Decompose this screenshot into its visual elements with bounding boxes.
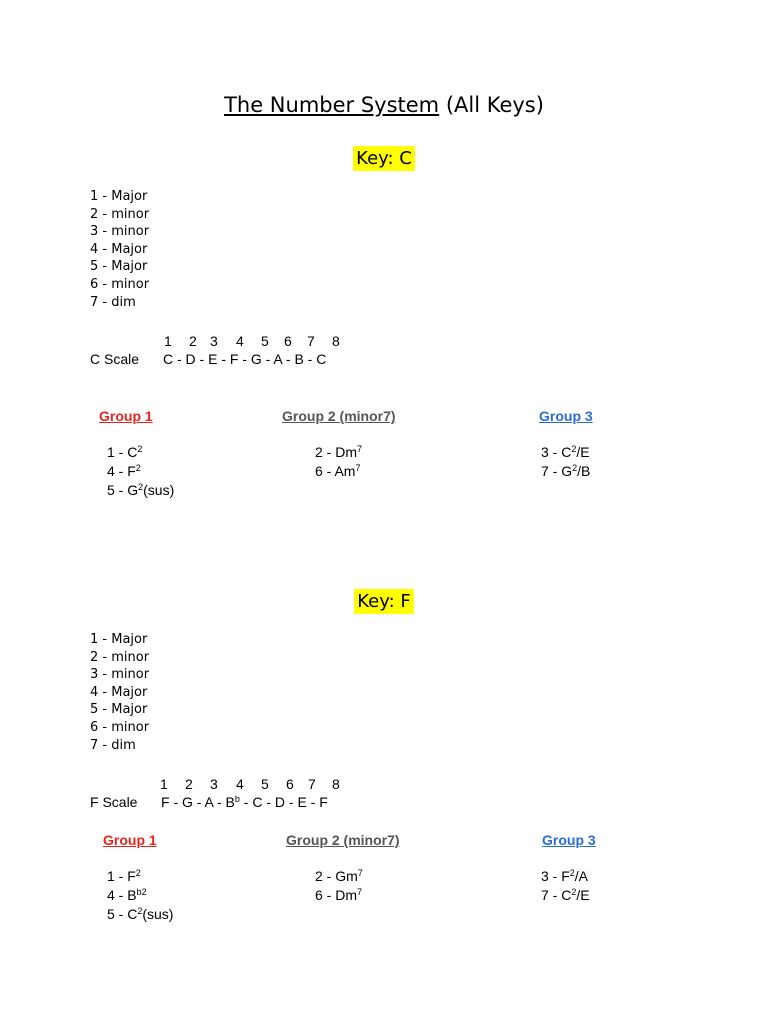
chord-entry: $4 - F^2$ — [107, 463, 141, 479]
degree-item: 2 - minor — [90, 649, 150, 665]
key-f-scale-label: F Scale — [90, 794, 138, 810]
key-c-scale-label: C Scale — [90, 351, 140, 367]
scale-number: 8 — [332, 333, 340, 349]
chord-entry: $5 - C^2(sus)$ — [107, 906, 174, 922]
degree-item: 3 - minor — [90, 667, 150, 683]
scale-number: 5 — [261, 333, 269, 349]
scale-number: 6 — [284, 333, 292, 349]
scale-number: 3 — [210, 776, 218, 792]
scale-number: 1 — [164, 333, 172, 349]
title-suffix: (All Keys) — [445, 93, 544, 117]
key-f-group1-heading: Group 1 — [103, 832, 157, 848]
title-main: The Number System — [224, 93, 440, 117]
key-c-header — [0, 148, 768, 169]
chord-entry: $3 - C^2/E$ — [541, 444, 590, 460]
chord-entry: 6 - Dm$^7$ — [315, 887, 363, 903]
scale-number: 7 — [308, 776, 316, 792]
degree-item: 6 - minor — [90, 276, 150, 292]
degree-item: 6 - minor — [90, 719, 150, 735]
degree-item: 2 - minor — [90, 206, 150, 222]
degree-item: 4 - Major — [90, 684, 148, 700]
degree-item: 5 - Major — [90, 259, 148, 275]
key-c-group1-heading: Group 1 — [99, 408, 153, 424]
key-c-label: Key: C — [353, 146, 415, 171]
key-f-label: Key: F — [354, 589, 413, 614]
chord-entry: $4 - B^{b2}$ — [107, 887, 147, 903]
key-f-scale-notes: F - G - A - $B^b$ - C - D - E - F — [161, 794, 328, 810]
key-c-degree-list — [90, 188, 149, 311]
scale-number: 3 — [210, 333, 218, 349]
chord-entry: $5 - G^2(sus)$ — [107, 482, 175, 498]
key-c-group3-heading: Group 3 — [539, 408, 593, 424]
scale-number: 4 — [236, 776, 244, 792]
chord-entry: $1 - F^2$ — [107, 868, 141, 884]
scale-number: 8 — [332, 776, 340, 792]
key-f-group2-heading: Group 2 (minor7) — [286, 832, 400, 848]
scale-number: 5 — [261, 776, 269, 792]
scale-number: 2 — [185, 776, 193, 792]
scale-number: 6 — [286, 776, 294, 792]
key-f-header — [0, 591, 768, 612]
page-title — [0, 93, 768, 117]
key-f-degree-list — [90, 631, 149, 754]
scale-number: 1 — [160, 776, 168, 792]
key-f-group3-heading: Group 3 — [542, 832, 596, 848]
chord-entry: $7 - C^2/E$ — [541, 887, 590, 903]
chord-entry: 2 - Gm$^7$ — [315, 868, 363, 884]
degree-item: 7 - dim — [90, 737, 136, 753]
degree-item: 7 - dim — [90, 294, 136, 310]
chord-entry: $3 - F^2/A$ — [541, 868, 589, 884]
scale-number: 4 — [236, 333, 244, 349]
key-c-group2-heading: Group 2 (minor7) — [282, 408, 396, 424]
degree-item: 1 - Major — [90, 632, 148, 647]
degree-item: 4 - Major — [90, 241, 148, 257]
chord-entry: 2 - Dm$^7$ — [315, 444, 363, 460]
scale-number: 7 — [307, 333, 315, 349]
chord-entry: 6 - Am$^7$ — [315, 463, 361, 479]
key-c-scale-notes: C - D - E - F - G - A - B - C — [163, 351, 327, 367]
scale-number: 2 — [189, 333, 197, 349]
chord-entry: $1 - C^2$ — [107, 444, 143, 460]
degree-item: 3 - minor — [90, 224, 150, 240]
chord-entry: $7 - G^2/B$ — [541, 463, 591, 479]
degree-item: 5 - Major — [90, 702, 148, 718]
degree-item: 1 - Major — [90, 189, 148, 204]
